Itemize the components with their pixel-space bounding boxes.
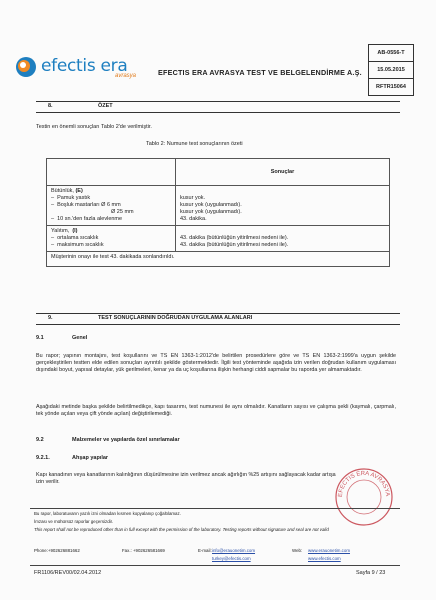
footer-bottom-divider: [30, 565, 400, 566]
subsection-9-1-number: 9.1: [36, 335, 44, 341]
footer-web-link[interactable]: www.erauonetim.com: [308, 548, 350, 553]
integrity-labels: Bütünlük, (E) – Pamuk yastık – Boşluk mastarları Ø 6 mm Ø 25 mm – 10 sn.'den fazla alevlenme: [47, 186, 176, 226]
insulation-results: [176, 226, 390, 252]
report-reference-box: [368, 44, 414, 96]
report-number: AB-0556-T: [369, 45, 413, 62]
gap-gauge-25mm-label: Ø 25 mm: [111, 209, 134, 215]
footer-email-label: E-mail:: [198, 548, 212, 553]
footer-email-link[interactable]: info@erauonetim.com: [212, 548, 256, 553]
cotton-pad-result: kusur yok.: [180, 195, 206, 201]
company-name: EFECTIS ERA AVRASYA TEST VE BELGELENDİRME A.Ş.: [158, 68, 362, 77]
gap-gauge-6mm-label: Boşluk mastarları Ø 6 mm: [57, 202, 121, 208]
table-header-row: [47, 159, 390, 186]
design-paragraph: Aşağıdaki metinde başka şekilde belirtilmedikçe, kapı tasarımı, test numunesi ile aynı olmalıdır. Kanatların sayısı ve çalışma şekli (kaymalı, çarpmalı, tek yönde açılan veya çift yönde açılan) değiştirilemediği.: [36, 404, 396, 418]
footer-web-label: Web:: [292, 548, 303, 553]
insulation-title: Yalıtım,: [51, 228, 70, 234]
report-ref: RFTR15064: [376, 84, 406, 90]
subsection-9-2-1-title: Ahşap yapılar: [72, 455, 109, 461]
form-code: FR1106/REV00/02.04.2012: [34, 570, 102, 576]
avg-temp-result: 43. dakika (bütünlüğün yitirilmesi nedeni ile).: [180, 235, 289, 241]
table-row: [47, 186, 390, 226]
footer-note-3: This report shall not be reproduced other than in full except with the permission of the laboratory. Testing reports without signature and seal are not valid: [34, 527, 329, 532]
timber-paragraph: Kapı kanadının veya kanatlarının kalınlığının düşürülmesine izin verilmez ancak ağırlığın %25 artışını sağlayacak kadar artışa izin verilir.: [36, 472, 336, 486]
subsection-9-2-1-number: 9.2.1.: [36, 455, 50, 461]
footer-note-2: İmzası ve mühürsüz raporlar geçersizdir.: [34, 519, 114, 524]
footer-phone: Phone:+902626881662: [34, 548, 80, 553]
general-paragraph: Bu rapor; yapının montajını, test koşullarını ve TS EN 1363-1:2012'de belirtilen prosedürlere göre ve TS EN 1363-2:1999'a uygun şekilde gerçekleştirilen testten elde edilen sonuçları ayrıntılı şekilde göstermektedir. İlgili test yönteminde aşağıda izin verilen doğrudan kullanım uygulaması dışındaki boyut, yapısal detaylar, yük gerilmeleri, kenar ya da uç koşullarına ilişkin herhangi ciddi sapmalar bu raporda yer almamaktadır.: [36, 353, 396, 374]
gap-gauge-6mm-result: kusur yok (uygulanmadı).: [180, 202, 242, 208]
company-stamp: [334, 467, 394, 527]
table-row: [47, 226, 390, 252]
flaming-label: 10 sn.'den fazla alevlenme: [57, 216, 123, 222]
section-title: ÖZET: [98, 103, 113, 109]
gap-gauge-25mm-result: kusur yok (uygulanmadı).: [180, 209, 242, 215]
footer-web-link[interactable]: www.efectis.com: [308, 556, 341, 561]
section-title: TEST SONUÇLARININ DOĞRUDAN UYGULAMA ALANLARI: [98, 315, 253, 321]
summary-intro: Testin en önemli sonuçları Tablo 2'de verilmiştir.: [36, 124, 152, 130]
table-row: [47, 252, 390, 267]
max-temp-label: maksimum sıcaklık: [57, 242, 104, 248]
table-header-results: Sonuçlar: [176, 159, 390, 186]
cotton-pad-label: Pamuk yastık: [57, 195, 91, 201]
flaming-result: 43. dakika.: [180, 216, 207, 222]
insulation-labels: Yalıtım, (I) – ortalama sıcaklık – maksimum sıcaklık: [47, 226, 176, 252]
svg-text:EFECTIS ERA AVRASYA: [338, 471, 390, 497]
insulation-code: (I): [72, 228, 78, 234]
integrity-results: [176, 186, 390, 226]
integrity-code: (E): [75, 188, 83, 194]
section-9-header: [36, 313, 400, 325]
footer-note-1: Bu rapor, laboratuvarın yazılı izni olmadan kısmen kopyalanıp çoğaltılamaz.: [34, 511, 181, 516]
report-date: 15.05.2015: [369, 62, 413, 79]
footer-divider: [30, 508, 400, 509]
subsection-9-1-title: Genel: [72, 335, 88, 341]
logo-subtext: avrasya: [115, 73, 137, 79]
stamp-text: EFECTIS ERA AVRASYA: [337, 470, 391, 498]
results-summary-table: [46, 158, 390, 267]
table-header-empty: [47, 159, 176, 186]
section-number: 8.: [48, 103, 53, 109]
logo-text: efectis era: [41, 56, 128, 76]
subsection-9-2-title: Malzemeler ve yapılarda özel sınırlamalar: [72, 437, 180, 443]
efectis-logo: [14, 54, 144, 82]
subsection-9-2-number: 9.2: [36, 437, 44, 443]
section-8-header: [36, 101, 400, 113]
avg-temp-label: ortalama sıcaklık: [57, 235, 99, 241]
footer-email-link[interactable]: turkey@efectis.com: [212, 556, 251, 561]
integrity-title: Bütünlük,: [51, 188, 74, 194]
table-footer-note: Müşterinin onayı ile test 43. dakikada sonlandırıldı.: [47, 252, 390, 267]
table-caption: Tablo 2: Numune test sonuçlarının özeti: [146, 141, 243, 147]
page-number: Sayfa 9 / 23: [356, 570, 386, 576]
logo-drop-icon: [14, 54, 38, 78]
section-number: 9.: [48, 315, 53, 321]
max-temp-result: 43. dakika (bütünlüğün yitirilmesi nedeni ile).: [180, 242, 289, 248]
footer-fax: Fax.: +902626581669: [122, 548, 165, 553]
